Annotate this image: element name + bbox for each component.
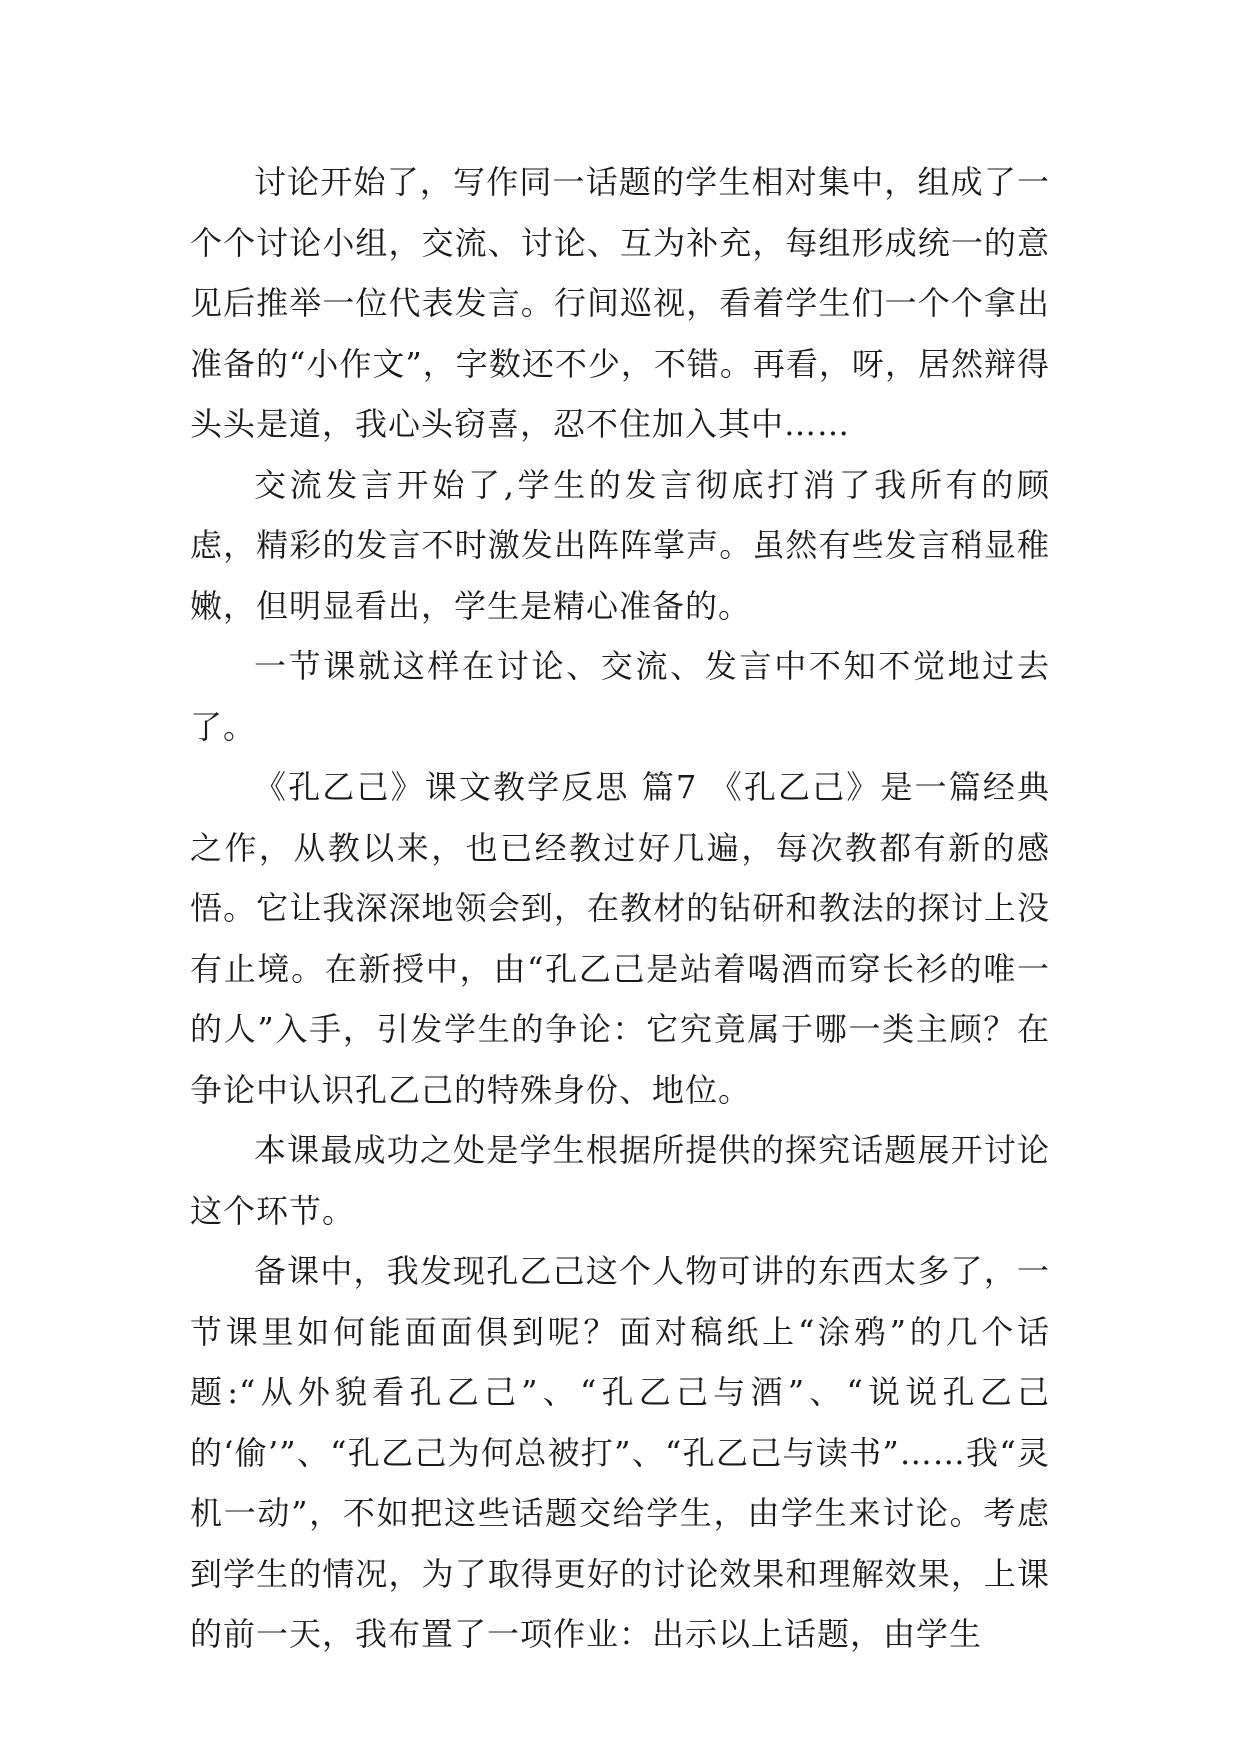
paragraph-preparation: 备课中，我发现孔乙己这个人物可讲的东西太多了，一节课里如何能面面俱到呢？面对稿纸上“涂鸦”的几个话题:“从外貌看孔乙己”、“孔乙己与酒”、“说说孔乙己的‘偷’”、“孔乙己为何总被打”、“孔乙己与读书”……我“灵机一动”，不如把这些话题交给学生，由学生来讨论。考虑到学生的情况，为了取得更好的讨论效果和理解效果，上课的前一天，我布置了一项作业：出示以上话题，由学生 [190, 1252, 1050, 1653]
paragraph-reflection-7: 《孔乙己》课文教学反思 篇7 《孔乙己》是一篇经典之作，从教以来，也已经教过好几遍，每次教都有新的感悟。它让我深深地领会到，在教材的钻研和教法的探讨上没有止境。在新授中，由“孔乙己是站着喝酒而穿长衫的唯一的人”入手，引发学生的争论：它究竟属于哪一类主顾？在争论中认识孔乙己的特殊身份、地位。 [190, 768, 1050, 1109]
paragraph-discussion-start: 讨论开始了，写作同一话题的学生相对集中，组成了一个个讨论小组，交流、讨论、互为补充，每组形成统一的意见后推举一位代表发言。行间巡视，看着学生们一个个拿出准备的“小作文”，字数还不少，不错。再看，呀，居然辩得头头是道，我心头窃喜，忍不住加入其中…… [190, 163, 1050, 443]
paragraph-presentation: 交流发言开始了,学生的发言彻底打消了我所有的顾虑，精彩的发言不时激发出阵阵掌声。虽然有些发言稍显稚嫩，但明显看出，学生是精心准备的。 [190, 465, 1050, 625]
body-text [190, 152, 1050, 1665]
paragraph-success: 本课最成功之处是学生根据所提供的探究话题展开讨论这个环节。 [190, 1131, 1050, 1230]
paragraph-lesson-end: 一节课就这样在讨论、交流、发言中不知不觉地过去了。 [190, 647, 1050, 746]
